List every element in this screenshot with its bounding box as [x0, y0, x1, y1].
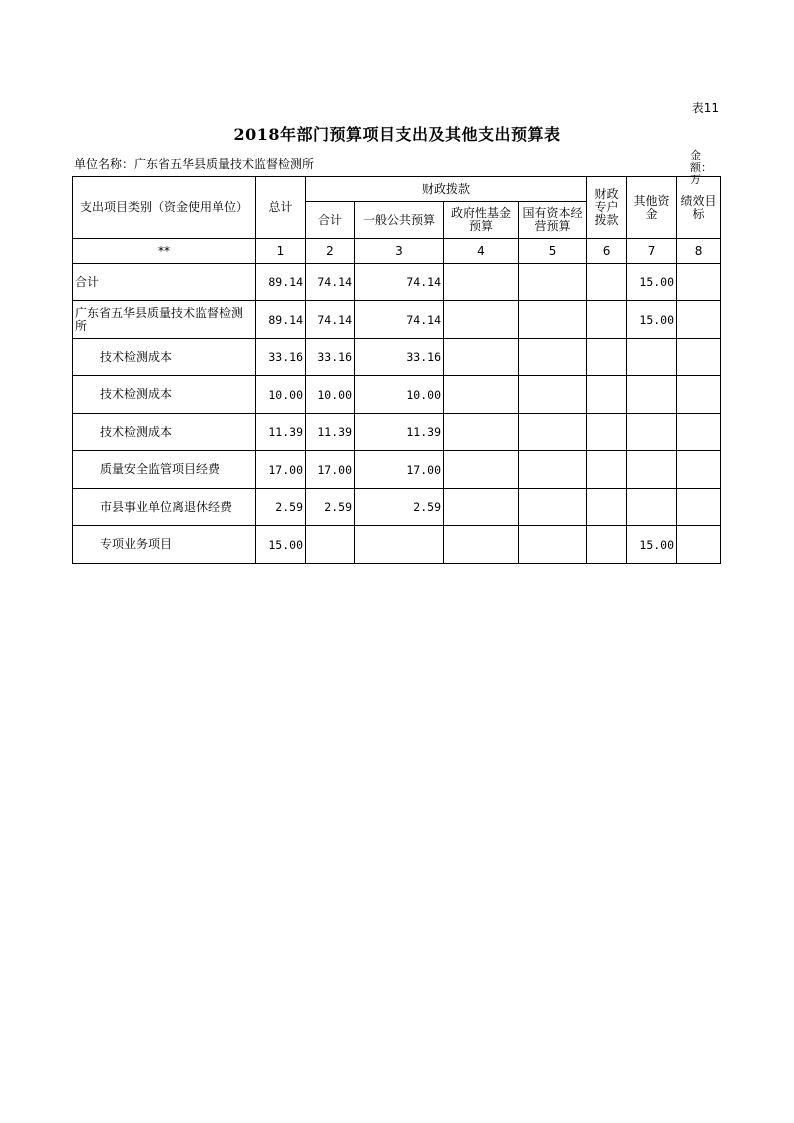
- table-row: [73, 301, 721, 339]
- table-row: [73, 451, 721, 489]
- cell-subtotal: 74.14: [306, 301, 355, 339]
- table-number: 表11: [691, 101, 719, 115]
- cell-state-capital: [519, 264, 587, 301]
- header-other: 其他资金: [627, 177, 677, 239]
- index-cell: 1: [256, 239, 306, 264]
- cell-special: [587, 264, 627, 301]
- unit-name: 单位名称：广东省五华县质量技术监督检测所: [74, 157, 315, 171]
- cell-total: 11.39: [256, 414, 306, 451]
- cell-special: [587, 526, 627, 564]
- header-category: 支出项目类别（资金使用单位）: [73, 177, 256, 239]
- cell-subtotal: 74.14: [306, 264, 355, 301]
- cell-general: [355, 526, 444, 564]
- row-name: 技术检测成本: [73, 414, 256, 451]
- cell-state-capital: [519, 414, 587, 451]
- cell-special: [587, 414, 627, 451]
- header-subtotal: 合计: [306, 202, 355, 239]
- cell-fund: [444, 339, 519, 376]
- cell-other: [627, 376, 677, 414]
- cell-performance: [677, 451, 721, 489]
- header-state-capital: 国有资本经营预算: [519, 202, 587, 239]
- cell-general: 74.14: [355, 264, 444, 301]
- cell-other: 15.00: [627, 264, 677, 301]
- cell-performance: [677, 489, 721, 526]
- cell-state-capital: [519, 376, 587, 414]
- index-cell: 5: [519, 239, 587, 264]
- cell-special: [587, 376, 627, 414]
- cell-performance: [677, 339, 721, 376]
- header-special: 财政专户拨款: [587, 177, 627, 239]
- cell-other: [627, 451, 677, 489]
- cell-total: 89.14: [256, 264, 306, 301]
- budget-table: [72, 176, 721, 564]
- table-row: [73, 339, 721, 376]
- cell-state-capital: [519, 301, 587, 339]
- cell-special: [587, 489, 627, 526]
- cell-total: 2.59: [256, 489, 306, 526]
- cell-general: 2.59: [355, 489, 444, 526]
- cell-total: 33.16: [256, 339, 306, 376]
- cell-subtotal: 2.59: [306, 489, 355, 526]
- page-title: 2018年部门预算项目支出及其他支出预算表: [233, 125, 561, 144]
- table-row: [73, 414, 721, 451]
- cell-other: [627, 339, 677, 376]
- cell-total: 15.00: [256, 526, 306, 564]
- cell-performance: [677, 376, 721, 414]
- cell-general: 11.39: [355, 414, 444, 451]
- header-performance: 绩效目标: [677, 177, 721, 239]
- cell-general: 33.16: [355, 339, 444, 376]
- cell-performance: [677, 264, 721, 301]
- index-cell: 3: [355, 239, 444, 264]
- cell-fund: [444, 264, 519, 301]
- cell-subtotal: 17.00: [306, 451, 355, 489]
- cell-fund: [444, 376, 519, 414]
- row-name: 技术检测成本: [73, 339, 256, 376]
- row-name: 合计: [73, 264, 256, 301]
- cell-special: [587, 339, 627, 376]
- header-fund: 政府性基金预算: [444, 202, 519, 239]
- table-row: [73, 264, 721, 301]
- cell-fund: [444, 489, 519, 526]
- row-name: 广东省五华县质量技术监督检测所: [73, 301, 256, 339]
- cell-other: [627, 414, 677, 451]
- index-cell: **: [73, 239, 256, 264]
- table-row: [73, 489, 721, 526]
- cell-performance: [677, 414, 721, 451]
- cell-subtotal: 11.39: [306, 414, 355, 451]
- index-cell: 6: [587, 239, 627, 264]
- row-name: 专项业务项目: [73, 526, 256, 564]
- cell-fund: [444, 451, 519, 489]
- row-name: 质量安全监管项目经费: [73, 451, 256, 489]
- cell-state-capital: [519, 451, 587, 489]
- cell-state-capital: [519, 489, 587, 526]
- table-row: [73, 526, 721, 564]
- header-fiscal: 财政拨款: [306, 177, 587, 202]
- row-name: 技术检测成本: [73, 376, 256, 414]
- cell-other: [627, 489, 677, 526]
- cell-special: [587, 301, 627, 339]
- header-total: 总计: [256, 177, 306, 239]
- cell-total: 17.00: [256, 451, 306, 489]
- cell-performance: [677, 526, 721, 564]
- cell-other: 15.00: [627, 301, 677, 339]
- index-cell: 7: [627, 239, 677, 264]
- cell-fund: [444, 301, 519, 339]
- cell-fund: [444, 526, 519, 564]
- cell-subtotal: 33.16: [306, 339, 355, 376]
- cell-subtotal: 10.00: [306, 376, 355, 414]
- index-cell: 4: [444, 239, 519, 264]
- index-cell: 2: [306, 239, 355, 264]
- cell-state-capital: [519, 339, 587, 376]
- table-row: [73, 376, 721, 414]
- unit-amount-label: 金额：万: [690, 149, 712, 186]
- cell-general: 74.14: [355, 301, 444, 339]
- cell-state-capital: [519, 526, 587, 564]
- cell-total: 89.14: [256, 301, 306, 339]
- cell-other: 15.00: [627, 526, 677, 564]
- cell-total: 10.00: [256, 376, 306, 414]
- header-general: 一般公共预算: [355, 202, 444, 239]
- row-name: 市县事业单位离退休经费: [73, 489, 256, 526]
- cell-subtotal: [306, 526, 355, 564]
- cell-fund: [444, 414, 519, 451]
- cell-performance: [677, 301, 721, 339]
- cell-general: 17.00: [355, 451, 444, 489]
- cell-general: 10.00: [355, 376, 444, 414]
- index-cell: 8: [677, 239, 721, 264]
- cell-special: [587, 451, 627, 489]
